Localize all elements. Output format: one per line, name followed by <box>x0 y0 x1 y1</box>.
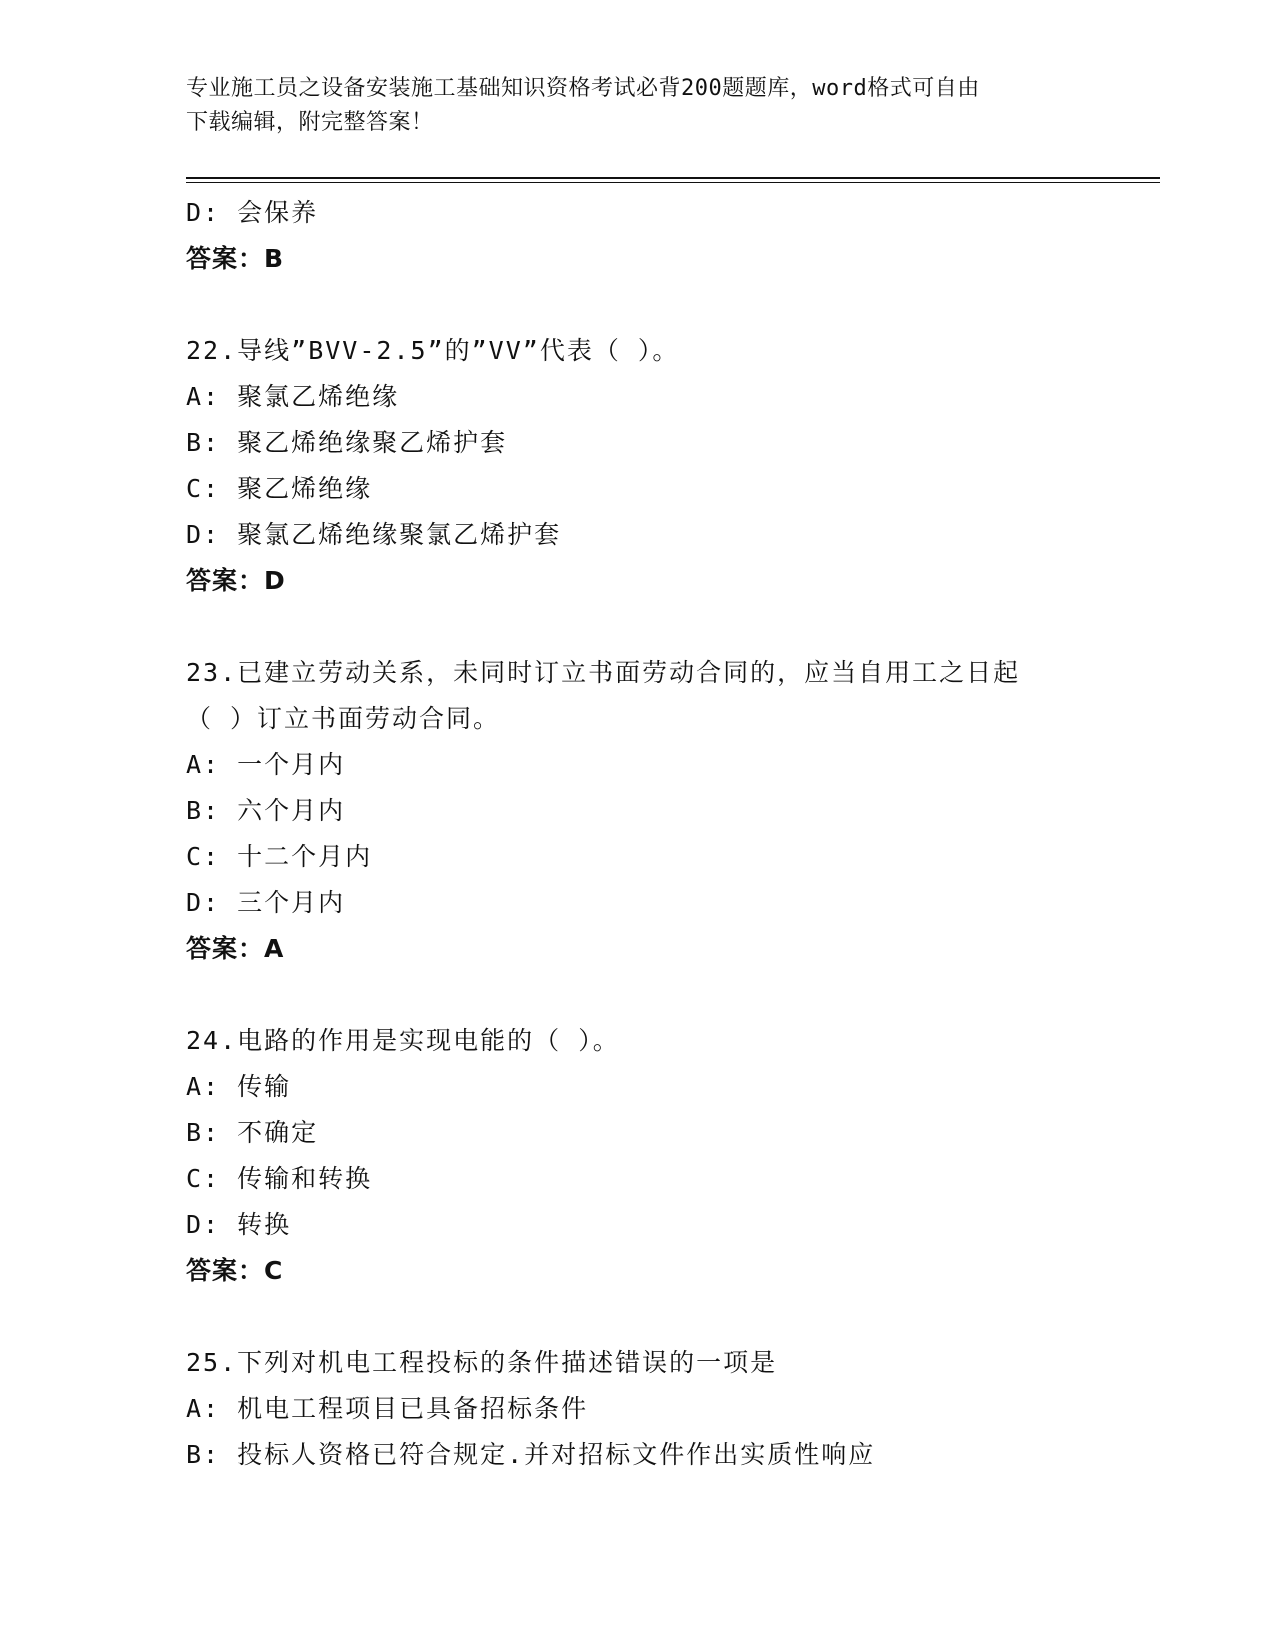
option-d: D: 转换 <box>186 1210 292 1239</box>
option-d: D: 聚氯乙烯绝缘聚氯乙烯护套 <box>186 520 562 549</box>
spacer <box>186 604 1146 650</box>
option-c: C: 传输和转换 <box>186 1164 373 1193</box>
question-stem: 23.已建立劳动关系，未同时订立书面劳动合同的，应当自用工之日起 <box>186 658 1021 687</box>
option-b: B: 投标人资格已符合规定.并对招标文件作出实质性响应 <box>186 1440 876 1469</box>
spacer <box>186 282 1146 328</box>
option-a: A: 聚氯乙烯绝缘 <box>186 382 400 411</box>
answer-line: 答案：A <box>186 934 285 963</box>
question-stem: 25.下列对机电工程投标的条件描述错误的一项是 <box>186 1348 778 1377</box>
option-c: C: 十二个月内 <box>186 842 373 871</box>
question-25 <box>186 1340 1146 1478</box>
option-d: D: 会保养 <box>186 198 319 227</box>
option-d: D: 三个月内 <box>186 888 346 917</box>
header-divider-thin <box>186 182 1160 183</box>
answer-line: 答案：C <box>186 1256 284 1285</box>
option-b: B: 六个月内 <box>186 796 346 825</box>
header-divider-thick <box>186 177 1160 179</box>
document-header <box>186 72 1066 140</box>
option-a: A: 机电工程项目已具备招标条件 <box>186 1394 589 1423</box>
answer-line: 答案：D <box>186 566 286 595</box>
option-c: C: 聚乙烯绝缘 <box>186 474 373 503</box>
question-24 <box>186 1018 1146 1294</box>
spacer <box>186 972 1146 1018</box>
question-stem: 24.电路的作用是实现电能的（ ）。 <box>186 1026 620 1055</box>
spacer <box>186 1294 1146 1340</box>
option-b: B: 不确定 <box>186 1118 319 1147</box>
option-a: A: 一个月内 <box>186 750 346 779</box>
option-b: B: 聚乙烯绝缘聚乙烯护套 <box>186 428 508 457</box>
header-line-1: 专业施工员之设备安装施工基础知识资格考试必背200题题库，word格式可自由 <box>186 76 980 101</box>
question-stem: 22.导线”BVV-2.5”的”VV”代表（ ）。 <box>186 336 680 365</box>
question-22 <box>186 328 1146 604</box>
question-stem-continued: （ ）订立书面劳动合同。 <box>186 704 501 733</box>
header-line-2: 下载编辑，附完整答案！ <box>186 110 434 135</box>
question-list <box>186 190 1146 1478</box>
option-a: A: 传输 <box>186 1072 292 1101</box>
answer-line: 答案：B <box>186 244 285 273</box>
question-23 <box>186 650 1146 972</box>
